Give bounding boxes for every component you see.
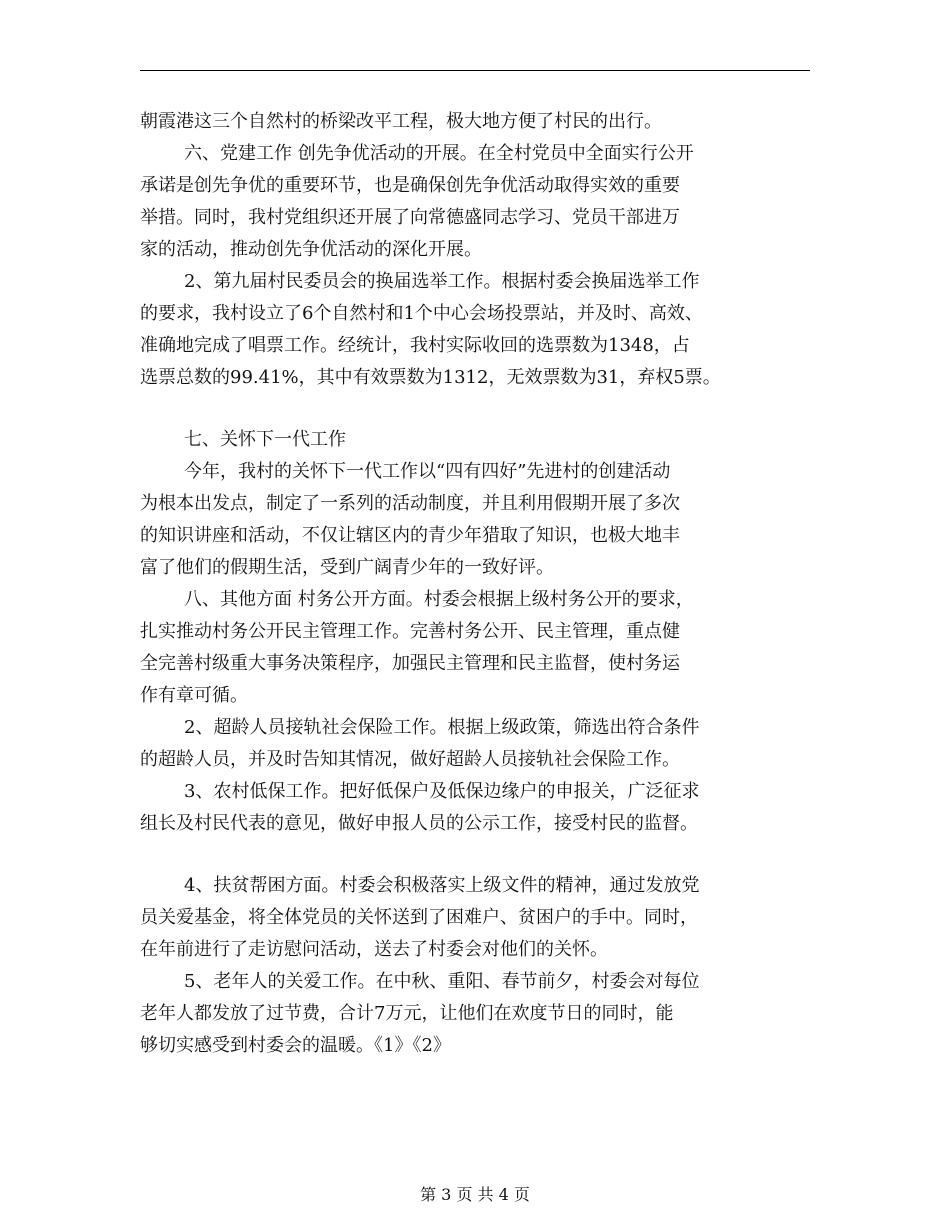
text-line: 承诺是创先争优的重要环节，也是确保创先争优活动取得实效的重要 [140, 175, 680, 196]
text-line: 家的活动，推动创先争优活动的深化开展。 [140, 239, 482, 260]
text-line: 扎实推动村务公开民主管理工作。完善村务公开、民主管理，重点健 [140, 621, 680, 642]
text-line: 举措。同时，我村党组织还开展了向常德盛同志学习、党员干部进万 [140, 207, 680, 228]
text-line: 够切实感受到村委会的温暖。《1》《2》 [140, 1035, 451, 1056]
text-line: 的超龄人员，并及时告知其情况，做好超龄人员接轨社会保险工作。 [140, 749, 680, 770]
document-body [140, 106, 810, 1062]
text-line: 朝霞港这三个自然村的桥梁改平工程，极大地方便了村民的出行。 [140, 111, 662, 132]
text-line: 5、老年人的关爱工作。在中秋、重阳、春节前夕，村委会对每位 [184, 971, 700, 992]
header-rule [140, 70, 810, 71]
text-line: 2、第九届村民委员会的换届选举工作。根据村委会换届选举工作 [184, 271, 700, 292]
text-line: 富了他们的假期生活，受到广阔青少年的一致好评。 [140, 557, 554, 578]
text-line: 为根本出发点，制定了一系列的活动制度，并且利用假期开展了多次 [140, 493, 680, 514]
text-line: 今年，我村的关怀下一代工作以“四有四好”先进村的创建活动 [184, 461, 671, 482]
text-line: 八、其他方面 村务公开方面。村委会根据上级村务公开的要求， [184, 589, 694, 610]
paragraph-gap [140, 394, 810, 424]
paragraph-gap [140, 840, 810, 870]
text-line: 3、农村低保工作。把好低保户及低保边缘户的申报关，广泛征求 [184, 781, 700, 802]
text-line: 选票总数的99.41%，其中有效票数为1312，无效票数为31，弃权5票。 [140, 367, 721, 388]
text-line: 老年人都发放了过节费，合计7万元，让他们在欢度节日的同时，能 [140, 1003, 674, 1024]
text-line: 2、超龄人员接轨社会保险工作。根据上级政策，筛选出符合条件 [184, 717, 700, 738]
text-line: 的要求，我村设立了6个自然村和1个中心会场投票站，并及时、高效、 [140, 303, 703, 324]
text-line: 全完善村级重大事务决策程序，加强民主管理和民主监督，使村务运 [140, 653, 680, 674]
text-line: 在年前进行了走访慰问活动，送去了村委会对他们的关怀。 [140, 939, 608, 960]
text-line: 组长及村民代表的意见，做好申报人员的公示工作，接受村民的监督。 [140, 813, 698, 834]
text-line: 4、扶贫帮困方面。村委会积极落实上级文件的精神，通过发放党 [184, 875, 700, 896]
text-line: 六、党建工作 创先争优活动的开展。在全村党员中全面实行公开 [184, 143, 694, 164]
text-line: 的知识讲座和活动，不仅让辖区内的青少年猎取了知识，也极大地丰 [140, 525, 680, 546]
text-line: 七、关怀下一代工作 [184, 429, 346, 450]
text-line: 作有章可循。 [140, 685, 248, 706]
text-line: 员关爱基金，将全体党员的关怀送到了困难户、贫困户的手中。同时， [140, 907, 698, 928]
text-line: 准确地完成了唱票工作。经统计，我村实际收回的选票数为1348，占 [140, 335, 690, 356]
page-footer: 第 3 页 共 4 页 [420, 1185, 530, 1204]
